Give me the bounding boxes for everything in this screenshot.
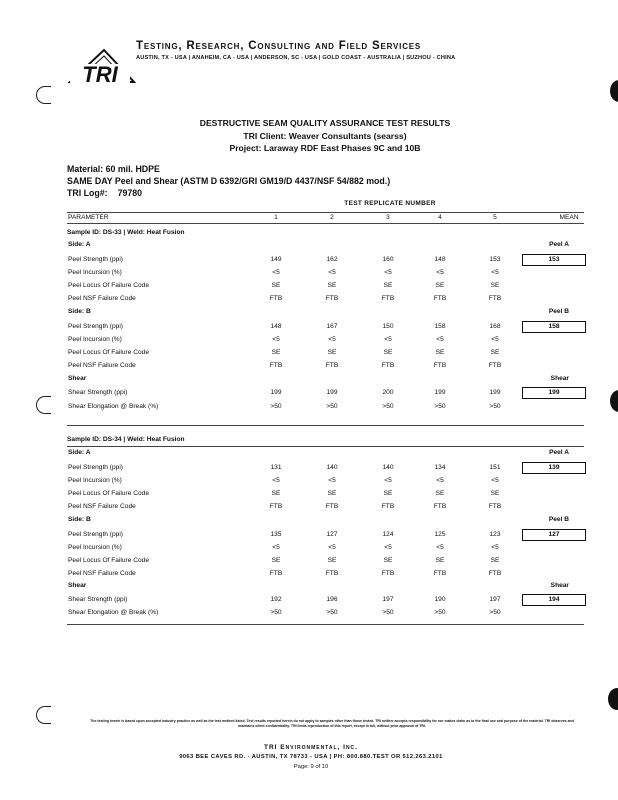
value-cell: SE	[435, 557, 445, 564]
value-cell: FTB	[381, 362, 395, 369]
param-label: Shear Elongation @ Break (%)	[68, 609, 159, 616]
table-row	[67, 281, 584, 292]
table-row	[67, 255, 584, 266]
report-title-block	[0, 117, 618, 155]
value-cell: SE	[435, 490, 445, 497]
value-cell: SE	[327, 557, 337, 564]
value-cell: <5	[272, 269, 280, 276]
value-cell: 123	[489, 531, 501, 538]
value-cell: <5	[436, 544, 444, 551]
shear-title: Shear	[550, 582, 569, 589]
param-label: Peel Strength (ppi)	[68, 464, 123, 471]
sample-id: Sample ID: DS-33 | Weld: Heat Fusion	[67, 229, 185, 236]
log-label: TRI Log#:	[67, 188, 108, 198]
value-cell: FTB	[488, 295, 502, 302]
param-label: Shear Elongation @ Break (%)	[68, 403, 159, 410]
mean-value-box: 194	[522, 594, 586, 606]
value-cell: 125	[434, 531, 446, 538]
sample-row	[67, 435, 584, 446]
value-cell: 124	[382, 531, 394, 538]
value-cell: FTB	[325, 503, 339, 510]
logo-text: TRI	[82, 62, 118, 87]
table-row	[67, 543, 584, 554]
value-cell: 160	[382, 256, 394, 263]
table-row	[67, 361, 584, 372]
param-label: Peel Strength (ppi)	[68, 256, 123, 263]
binder-bracket-top	[36, 86, 51, 104]
value-cell: <5	[384, 544, 392, 551]
side-b-label: Side: B	[68, 308, 91, 315]
table-row	[67, 556, 584, 567]
value-cell: SE	[383, 282, 393, 289]
value-cell: >50	[434, 403, 446, 410]
value-cell: SE	[271, 557, 281, 564]
peel-a-title: Peel A	[549, 449, 569, 456]
table-row	[67, 476, 584, 487]
header-rep-4: 4	[438, 214, 442, 221]
value-cell: FTB	[488, 570, 502, 577]
param-label: Peel Incursion (%)	[68, 269, 122, 276]
table-row	[67, 463, 584, 474]
tri-logo	[64, 42, 136, 88]
value-cell: 140	[382, 464, 394, 471]
value-cell: 190	[434, 596, 446, 603]
value-cell: >50	[434, 609, 446, 616]
value-cell: 131	[270, 464, 282, 471]
value-cell: >50	[382, 403, 394, 410]
value-cell: SE	[327, 490, 337, 497]
table-row	[67, 489, 584, 500]
table-row	[67, 530, 584, 541]
material-info	[67, 163, 390, 199]
table-row	[67, 595, 584, 606]
value-cell: <5	[436, 269, 444, 276]
value-cell: <5	[491, 269, 499, 276]
table-row	[67, 348, 584, 359]
param-label: Peel NSF Failure Code	[68, 503, 136, 510]
value-cell: FTB	[269, 503, 283, 510]
param-label: Peel Locus Of Failure Code	[68, 282, 149, 289]
value-cell: 148	[270, 323, 282, 330]
param-label: Peel NSF Failure Code	[68, 295, 136, 302]
page-number: Page: 9 of 10	[293, 764, 329, 770]
header-rep-5: 5	[493, 214, 497, 221]
value-cell: SE	[490, 349, 500, 356]
value-cell: FTB	[381, 295, 395, 302]
peel-b-title: Peel B	[548, 308, 569, 315]
footer-company: TRI Environmental, Inc.	[264, 744, 358, 751]
table-row	[67, 268, 584, 279]
value-cell: 196	[326, 596, 338, 603]
value-cell: SE	[271, 282, 281, 289]
value-cell: 197	[489, 596, 501, 603]
mean-value-box: 153	[522, 254, 586, 266]
header-rep-1: 1	[274, 214, 278, 221]
value-cell: FTB	[488, 362, 502, 369]
param-label: Peel Locus Of Failure Code	[68, 490, 149, 497]
value-cell: <5	[328, 336, 336, 343]
punch-hole-top	[610, 80, 618, 102]
value-cell: FTB	[269, 570, 283, 577]
shear-title: Shear	[550, 375, 569, 382]
value-cell: SE	[271, 349, 281, 356]
value-cell: <5	[491, 544, 499, 551]
header-parameter: PARAMETER	[68, 214, 109, 221]
value-cell: 134	[434, 464, 446, 471]
value-cell: >50	[326, 609, 338, 616]
param-label: Shear Strength (ppi)	[68, 596, 128, 603]
mean-value-box: 127	[522, 529, 586, 541]
value-cell: 127	[326, 531, 338, 538]
value-cell: 153	[489, 256, 501, 263]
value-cell: <5	[328, 544, 336, 551]
side-a-row	[67, 240, 584, 251]
value-cell: 192	[270, 596, 282, 603]
shear-row	[67, 374, 584, 385]
side-a-label: Side: A	[68, 449, 91, 456]
shear-label: Shear	[68, 375, 87, 382]
table-row	[67, 335, 584, 346]
value-cell: SE	[271, 490, 281, 497]
param-label: Peel Strength (ppi)	[68, 323, 123, 330]
value-cell: FTB	[433, 570, 447, 577]
value-cell: SE	[490, 490, 500, 497]
shear-label: Shear	[68, 582, 87, 589]
value-cell: 149	[270, 256, 282, 263]
sample-id: Sample ID: DS-34 | Weld: Heat Fusion	[67, 436, 185, 443]
shear-row	[67, 581, 584, 592]
value-cell: SE	[383, 557, 393, 564]
peel-a-title: Peel A	[549, 241, 569, 248]
value-cell: FTB	[269, 362, 283, 369]
param-label: Shear Strength (ppi)	[68, 389, 128, 396]
log-line	[67, 187, 390, 199]
value-cell: FTB	[488, 503, 502, 510]
value-cell: 140	[326, 464, 338, 471]
value-cell: 168	[489, 323, 501, 330]
value-cell: 199	[270, 389, 282, 396]
value-cell: SE	[490, 557, 500, 564]
log-number: 79780	[117, 188, 143, 198]
test-method-line: SAME DAY Peel and Shear (ASTM D 6392/GRI GM19/D 4437/NSF 54/882 mod.)	[67, 176, 391, 186]
mean-value-box: 139	[522, 462, 586, 474]
value-cell: SE	[327, 282, 337, 289]
client-line: TRI Client: Weaver Consultants (searss)	[243, 130, 407, 141]
value-cell: FTB	[433, 362, 447, 369]
value-cell: 199	[489, 389, 501, 396]
value-cell: 148	[434, 256, 446, 263]
value-cell: <5	[491, 477, 499, 484]
table-header-row	[67, 212, 584, 224]
material-line: Material: 60 mil. HDPE	[67, 164, 160, 174]
sample-row	[67, 228, 584, 239]
side-b-row	[67, 515, 584, 526]
value-cell: FTB	[433, 503, 447, 510]
value-cell: >50	[489, 609, 501, 616]
side-b-row	[67, 307, 584, 318]
value-cell: SE	[327, 349, 337, 356]
value-cell: FTB	[325, 570, 339, 577]
value-cell: FTB	[433, 295, 447, 302]
report-title: DESTRUCTIVE SEAM QUALITY ASSURANCE TEST RESULTS	[199, 118, 451, 128]
value-cell: <5	[384, 269, 392, 276]
table-row	[67, 388, 584, 399]
section-divider	[67, 446, 584, 447]
param-label: Peel Locus Of Failure Code	[68, 557, 149, 564]
company-name: Testing, Research, Consulting and Field Services	[136, 40, 422, 52]
side-a-row	[67, 448, 584, 459]
param-label: Peel NSF Failure Code	[68, 362, 136, 369]
value-cell: >50	[326, 403, 338, 410]
value-cell: 135	[270, 531, 282, 538]
value-cell: <5	[436, 477, 444, 484]
value-cell: SE	[383, 349, 393, 356]
table-row	[67, 294, 584, 305]
table-row	[67, 608, 584, 619]
value-cell: 200	[382, 389, 394, 396]
peel-b-title: Peel B	[548, 516, 569, 523]
value-cell: SE	[490, 282, 500, 289]
table-row	[67, 322, 584, 333]
binder-bracket-bottom	[36, 706, 51, 724]
param-label: Peel NSF Failure Code	[68, 570, 136, 577]
table-row	[67, 402, 584, 413]
value-cell: <5	[384, 477, 392, 484]
value-cell: FTB	[325, 362, 339, 369]
value-cell: >50	[270, 609, 282, 616]
company-locations: AUSTIN, TX - USA | ANAHEIM, CA - USA | ANDERSON, SC - USA | GOLD COAST - AUSTRALIA | SUZHOU - CHINA	[136, 55, 456, 61]
replicate-heading: TEST REPLICATE NUMBER	[344, 200, 436, 207]
value-cell: <5	[491, 336, 499, 343]
value-cell: >50	[270, 403, 282, 410]
param-label: Peel Incursion (%)	[68, 544, 122, 551]
value-cell: >50	[489, 403, 501, 410]
header-rep-2: 2	[330, 214, 334, 221]
section-divider	[67, 425, 584, 426]
value-cell: <5	[436, 336, 444, 343]
value-cell: 151	[489, 464, 501, 471]
punch-hole-middle	[610, 390, 618, 412]
mean-value-box: 199	[522, 387, 586, 399]
value-cell: SE	[435, 282, 445, 289]
mean-value-box: 158	[522, 321, 586, 333]
header-mean: MEAN	[559, 214, 579, 221]
header-rep-3: 3	[386, 214, 390, 221]
value-cell: <5	[272, 336, 280, 343]
param-label: Peel Incursion (%)	[68, 477, 122, 484]
value-cell: FTB	[325, 295, 339, 302]
section-divider	[67, 624, 584, 625]
footer-disclaimer: The testing herein is based upon accepted industry practice as well as the test method listed. Test results reported herein do not apply to samples other than those tested. TRI neither accepts responsibility for nor makes claim as to the final use and purpose of the material. TRI observes and maintains client confidentiality. TRI limits reproduction of this report, except in full, without prior approval of TRI.	[90, 719, 574, 728]
value-cell: FTB	[381, 570, 395, 577]
param-label: Peel Incursion (%)	[68, 336, 122, 343]
footer-address: 9063 BEE CAVES RD. - AUSTIN, TX 78733 - USA | PH: 800.880.TEST OR 512.263.2101	[179, 754, 443, 760]
value-cell: 199	[326, 389, 338, 396]
value-cell: SE	[435, 349, 445, 356]
value-cell: SE	[383, 490, 393, 497]
value-cell: 197	[382, 596, 394, 603]
value-cell: 158	[434, 323, 446, 330]
side-b-label: Side: B	[68, 516, 91, 523]
table-row	[67, 569, 584, 580]
project-line: Project: Laraway RDF East Phases 9C and 10B	[229, 143, 421, 153]
value-cell: <5	[328, 477, 336, 484]
value-cell: 167	[326, 323, 338, 330]
value-cell: >50	[382, 609, 394, 616]
side-a-label: Side: A	[68, 241, 91, 248]
value-cell: FTB	[269, 295, 283, 302]
binder-bracket-middle	[36, 396, 51, 414]
value-cell: 199	[434, 389, 446, 396]
value-cell: <5	[272, 544, 280, 551]
value-cell: <5	[384, 336, 392, 343]
value-cell: <5	[272, 477, 280, 484]
value-cell: FTB	[381, 503, 395, 510]
value-cell: 150	[382, 323, 394, 330]
punch-hole-bottom	[608, 688, 618, 710]
table-row	[67, 502, 584, 513]
param-label: Peel Strength (ppi)	[68, 531, 123, 538]
value-cell: 162	[326, 256, 338, 263]
value-cell: <5	[328, 269, 336, 276]
param-label: Peel Locus Of Failure Code	[68, 349, 149, 356]
